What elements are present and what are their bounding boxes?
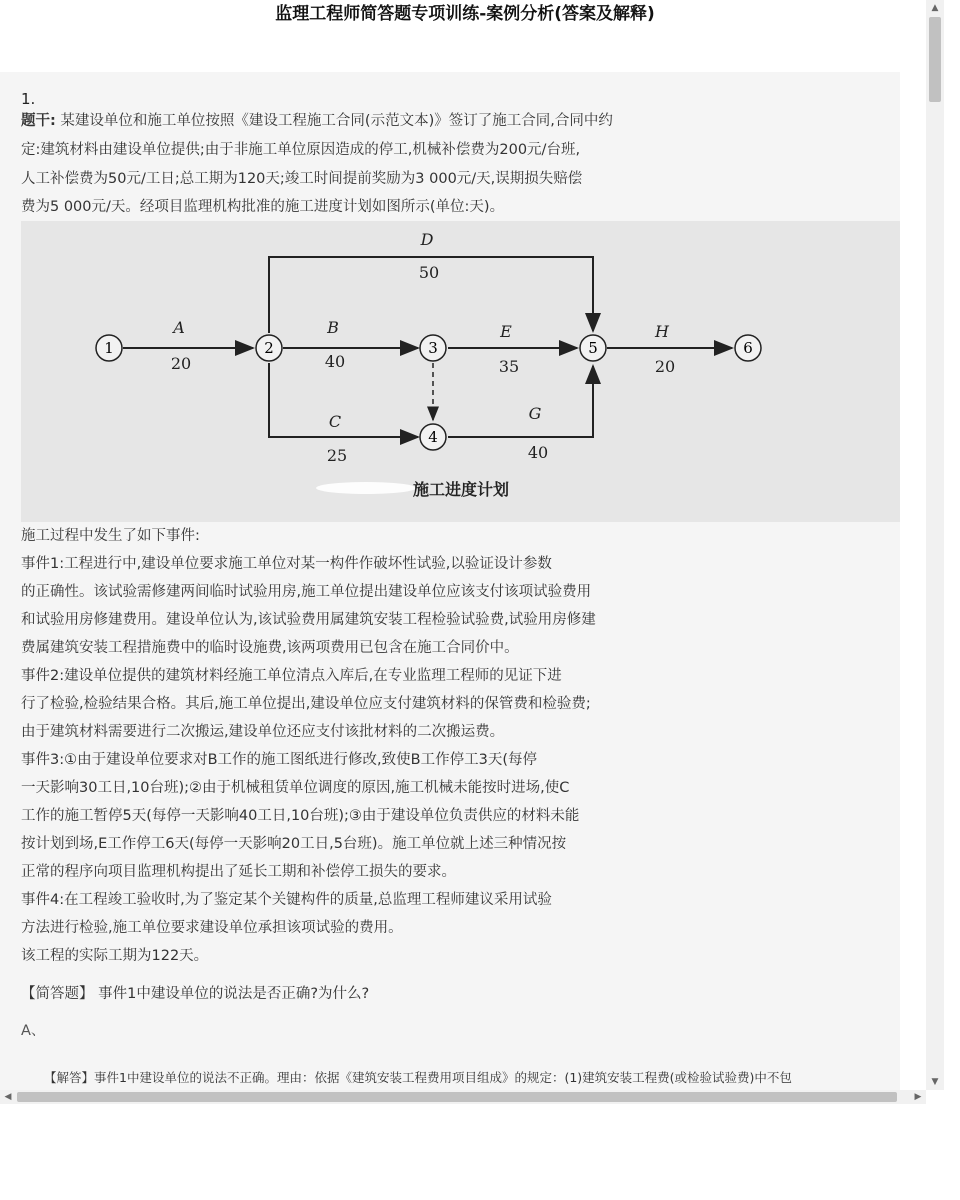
events-line-14: 事件4:在工程竣工验收时,为了鉴定某个关键构件的质量,总监理工程师建议采用试验: [21, 892, 552, 908]
answer-option[interactable]: A、: [21, 1023, 46, 1039]
activity-G-arrow: [448, 366, 593, 437]
question-number: 1.: [21, 90, 36, 108]
vertical-scroll-thumb[interactable]: [929, 17, 941, 102]
activity-H-name: H: [655, 322, 669, 341]
stem-line-3: 人工补偿费为50元/工日;总工期为120天;竣工时间提前奖励为3 000元/天,误期损失赔偿: [21, 171, 583, 187]
sub-question: 【简答题】 事件1中建设单位的说法是否正确?为什么?: [21, 986, 370, 1002]
events-line-4: 和试验用房修建费用。建设单位认为,该试验费用属建筑安装工程检验试验费,试验用房修建: [21, 612, 596, 628]
activity-B-name: B: [327, 318, 339, 337]
events-line-16: 该工程的实际工期为122天。: [21, 948, 209, 964]
svg-text:3: 3: [428, 339, 438, 357]
node-3: [420, 335, 446, 361]
events-line-1: 施工过程中发生了如下事件:: [21, 528, 200, 544]
node-4: [420, 424, 446, 450]
events-line-7: 行了检验,检验结果合格。其后,施工单位提出,建设单位应支付建筑材料的保管费和检验费;: [21, 696, 591, 712]
events-line-15: 方法进行检验,施工单位要求建设单位承担该项试验的费用。: [21, 920, 403, 936]
events-line-11: 工作的施工暂停5天(每停一天影响40工日,10台班);③由于建设单位负责供应的材料未能: [21, 808, 580, 824]
svg-text:4: 4: [428, 428, 438, 446]
explanation-text: 【解答】事件1中建设单位的说法不正确。理由：依据《建筑安装工程费用项目组成》的规定：(1)建筑安装工程费(或检验试验费)中不包: [44, 1070, 792, 1085]
network-diagram: [21, 221, 900, 522]
network-diagram-svg: [21, 221, 900, 522]
activity-A-duration: 20: [170, 354, 192, 373]
activity-C-name: C: [328, 412, 342, 431]
horizontal-scrollbar[interactable]: [0, 1090, 926, 1104]
activity-A-name: A: [173, 318, 185, 337]
activity-D-duration: 50: [418, 263, 440, 282]
figure-caption: 施工进度计划: [412, 480, 510, 499]
activity-E-name: E: [500, 322, 512, 341]
scroll-down-arrow-icon[interactable]: ▼: [931, 1077, 939, 1087]
activity-G-duration: 40: [527, 443, 549, 462]
node-1: [96, 335, 122, 361]
stem-line-1: [21, 110, 613, 133]
activity-H-duration: 20: [654, 357, 676, 376]
svg-text:5: 5: [588, 339, 598, 357]
events-line-10: 一天影响30工日,10台班);②由于机械租赁单位调度的原因,施工机械未能按时进场,使C: [21, 780, 570, 796]
activity-B-duration: 40: [324, 352, 346, 371]
scroll-right-arrow-icon[interactable]: ▶: [914, 1092, 922, 1102]
page-title: 监理工程师简答题专项训练-案例分析(答案及解释): [275, 4, 655, 24]
node-2: [256, 335, 282, 361]
scroll-left-arrow-icon[interactable]: ◀: [4, 1092, 12, 1102]
events-line-3: 的正确性。该试验需修建两间临时试验用房,施工单位提出建设单位应该支付该项试验费用: [21, 584, 592, 600]
stem-line-4: 费为5 000元/天。经项目监理机构批准的施工进度计划如图所示(单位:天)。: [21, 199, 505, 215]
activity-E-duration: 35: [498, 357, 520, 376]
stem-text: 某建设单位和施工单位按照《建设工程施工合同(示范文本)》签订了施工合同,合同中约: [60, 113, 613, 129]
svg-text:6: 6: [743, 339, 753, 357]
svg-text:1: 1: [104, 339, 114, 357]
events-line-5: 费属建筑安装工程措施费中的临时设施费,该两项费用已包含在施工合同价中。: [21, 640, 519, 656]
activity-G-name: G: [528, 404, 542, 423]
smudge: [316, 482, 416, 494]
stem-line-2: 定:建筑材料由建设单位提供;由于非施工单位原因造成的停工,机械补偿费为200元/台班,: [21, 142, 581, 158]
events-line-6: 事件2:建设单位提供的建筑材料经施工单位清点入库后,在专业监理工程师的见证下进: [21, 668, 562, 684]
activity-C-duration: 25: [326, 446, 348, 465]
scroll-up-arrow-icon[interactable]: ▲: [931, 3, 939, 13]
activity-C-arrow: [269, 363, 418, 437]
svg-text:2: 2: [264, 339, 274, 357]
events-line-8: 由于建筑材料需要进行二次搬运,建设单位还应支付该批材料的二次搬运费。: [21, 724, 505, 740]
content-panel: [0, 72, 900, 1090]
vertical-scrollbar[interactable]: [926, 0, 944, 1090]
events-line-12: 按计划到场,E工作停工6天(每停一天影响20工日,5台班)。施工单位就上述三种情况按: [21, 836, 567, 852]
events-line-9: 事件3:①由于建设单位要求对B工作的施工图纸进行修改,致使B工作停工3天(每停: [21, 752, 537, 768]
events-line-2: 事件1:工程进行中,建设单位要求施工单位对某一构件作破坏性试验,以验证设计参数: [21, 556, 552, 572]
events-line-13: 正常的程序向项目监理机构提出了延长工期和补偿停工损失的要求。: [21, 864, 456, 880]
node-6: [735, 335, 761, 361]
stem-label: 题干:: [21, 113, 56, 129]
horizontal-scroll-thumb[interactable]: [17, 1092, 897, 1102]
activity-D-name: D: [420, 230, 434, 249]
node-5: [580, 335, 606, 361]
